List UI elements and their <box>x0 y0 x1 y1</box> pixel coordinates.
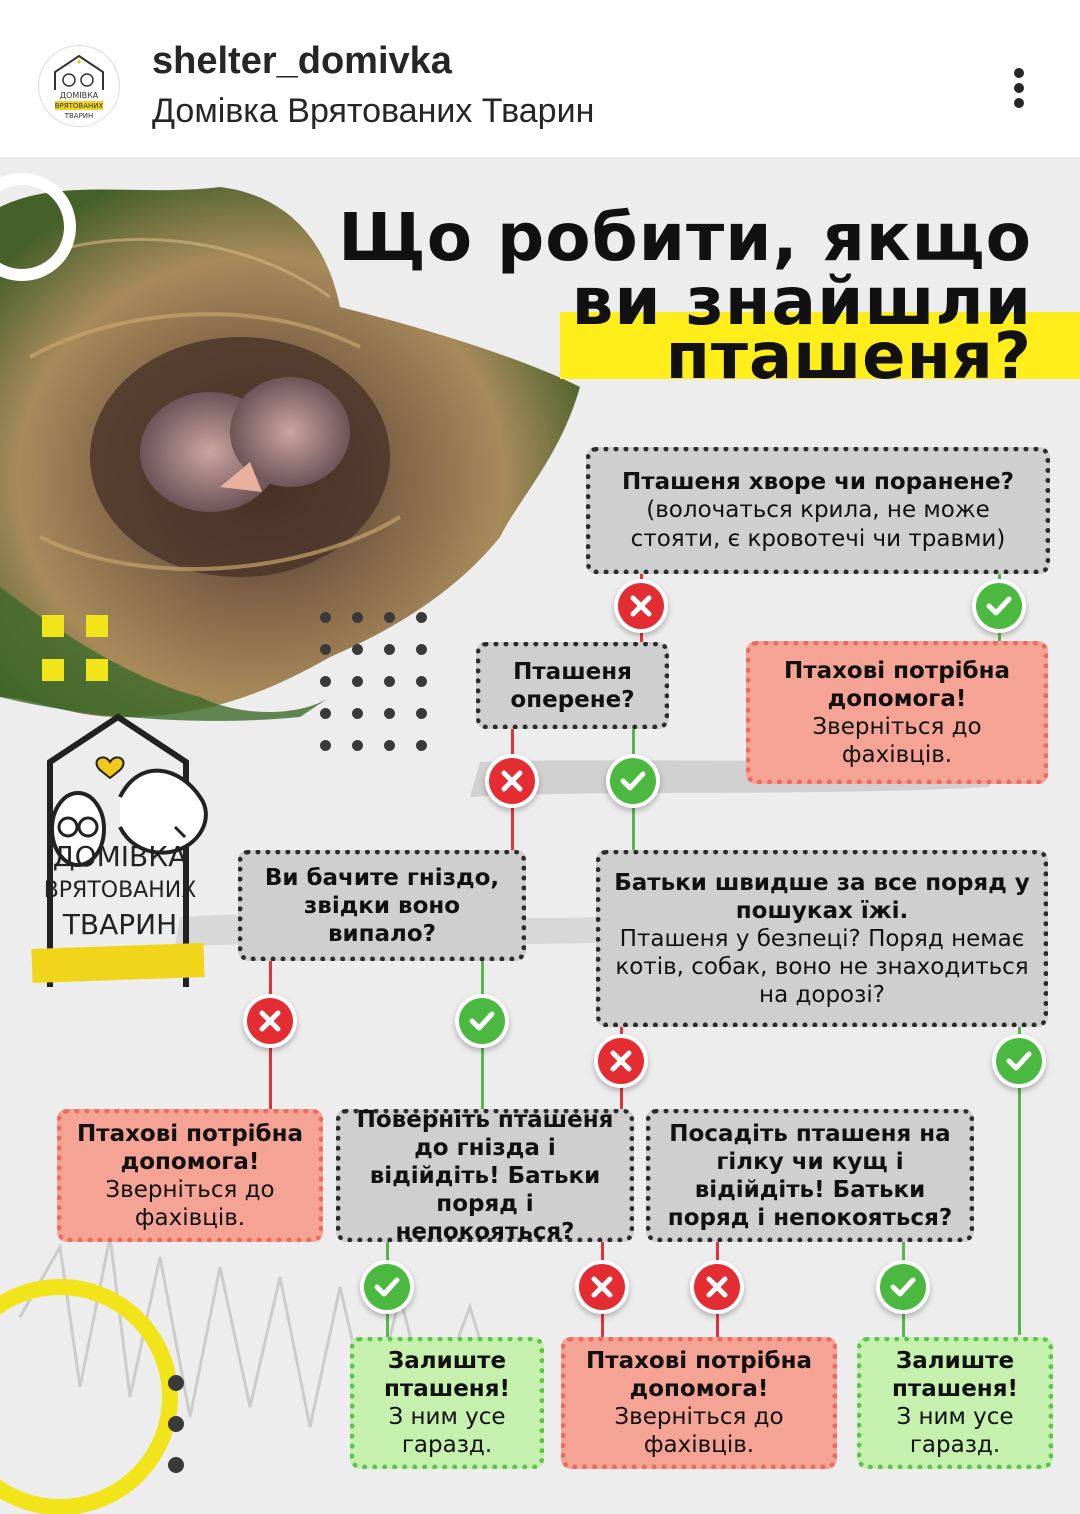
question-feathered <box>476 642 669 729</box>
question-details: (волочаться крила, не може стояти, є кровотечі чи травми) <box>630 496 1006 552</box>
logo-line-3: ТВАРИН <box>62 908 178 941</box>
question-text: Пташеня хворе чи поранене? <box>622 468 1014 495</box>
instruction-text: Поверніть пташеня до гнізда і відійдіть! Батьки поряд і непокояться? <box>356 1106 614 1245</box>
result-text: Зверніться до фахівців. <box>614 1404 784 1458</box>
result-title: Птахові потрібна допомога! <box>76 1120 304 1175</box>
instruction-return-to-nest <box>336 1106 634 1245</box>
result-needs-help <box>746 641 1048 784</box>
profile-fullname: Домівка Врятованих Тварин <box>152 92 595 130</box>
question-sick-or-injured <box>586 447 1050 574</box>
question-text: Ви бачите гніздо, звідки воно випало? <box>264 864 500 947</box>
result-needs-help <box>561 1337 837 1469</box>
more-vertical-icon[interactable] <box>1000 60 1038 116</box>
check-icon <box>459 998 505 1044</box>
result-title: Птахові потрібна допомога! <box>585 1348 813 1402</box>
question-see-nest <box>238 850 526 961</box>
post-header <box>0 0 1080 155</box>
question-text: Пташеня оперене? <box>510 658 635 713</box>
svg-text:ТВАРИН: ТВАРИН <box>64 112 94 120</box>
logo-line-1: ДОМІВКА <box>52 840 188 873</box>
post-image-infographic <box>0 157 1080 1514</box>
result-title: Птахові потрібна допомога! <box>783 657 1011 712</box>
cross-icon <box>598 1038 644 1084</box>
question-text: Батьки швидше за все поряд у пошуках їжі. <box>614 869 1030 924</box>
check-icon <box>996 1038 1042 1084</box>
cross-icon <box>247 998 293 1044</box>
cross-icon <box>618 583 664 629</box>
result-text: Зверніться до фахівців. <box>812 713 982 768</box>
decor-square <box>86 659 108 681</box>
instruction-text: Посадіть пташеня на гілку чи кущ і відійдіть! Батьки поряд і непокояться? <box>667 1120 953 1231</box>
logo-line-2: ВРЯТОВАНИХ <box>43 878 197 903</box>
check-icon <box>880 1264 926 1310</box>
title-line-1: Що робити, якщо <box>338 199 1032 276</box>
result-leave-chick <box>350 1337 544 1469</box>
profile-avatar[interactable] <box>38 45 120 127</box>
cross-icon <box>489 758 535 804</box>
svg-text:ДОМІВКА: ДОМІВКА <box>59 91 99 100</box>
result-needs-help <box>57 1109 323 1242</box>
cross-icon <box>694 1264 740 1310</box>
result-text: Зверніться до фахівців. <box>105 1176 275 1231</box>
check-icon <box>610 758 656 804</box>
decor-square <box>86 615 108 637</box>
result-title: Залиште пташеня! <box>892 1348 1018 1402</box>
logo-text <box>30 840 210 942</box>
decor-square <box>42 659 64 681</box>
shelter-logo-icon <box>39 46 119 126</box>
username[interactable]: shelter_domivka <box>152 40 452 82</box>
instruction-place-on-branch <box>646 1109 974 1242</box>
result-title: Залиште пташеня! <box>384 1348 510 1402</box>
result-text: З ним усе гаразд. <box>896 1404 1014 1458</box>
title-line-2: ви знайшли <box>571 263 1032 340</box>
svg-text:ВРЯТОВАНИХ: ВРЯТОВАНИХ <box>54 102 104 110</box>
question-details: Пташеня у безпеці? Поряд немає котів, собак, воно не знаходиться на дорозі? <box>615 925 1029 1008</box>
result-leave-chick <box>857 1337 1053 1469</box>
decor-square <box>42 615 64 637</box>
check-icon <box>976 583 1022 629</box>
result-text: З ним усе гаразд. <box>388 1404 506 1458</box>
check-icon <box>364 1264 410 1310</box>
question-parents-nearby <box>596 850 1048 1027</box>
cross-icon <box>579 1264 625 1310</box>
title-line-3: пташеня? <box>665 320 1032 394</box>
